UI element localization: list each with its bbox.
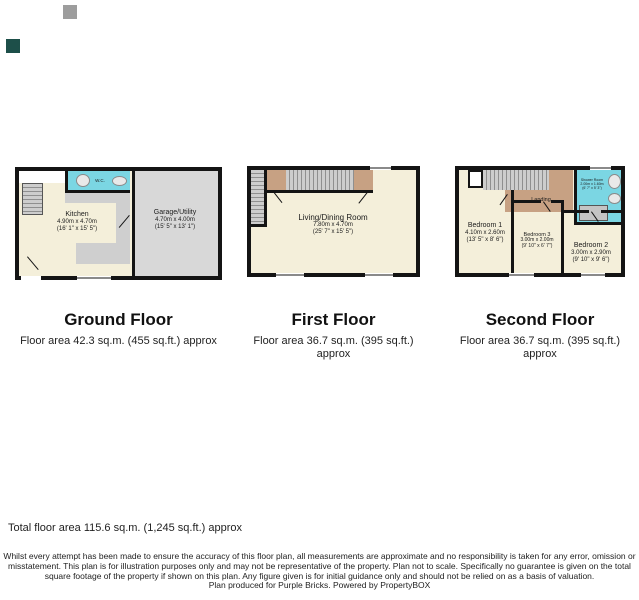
floor-area: Floor area 42.3 sq.m. (455 sq.ft.) approx: [20, 335, 217, 347]
window: [77, 276, 111, 280]
room-name: Shower Room: [580, 178, 604, 182]
room-dims-ft: (25' 7" x 15' 5"): [312, 229, 354, 236]
room-dims-ft: (15' 5" x 13' 1"): [154, 223, 196, 230]
window: [276, 273, 304, 277]
stairs: [251, 170, 267, 227]
room-name: Bedroom 1: [467, 222, 503, 229]
wc-room: [65, 171, 130, 193]
kitchen-label: [27, 211, 127, 233]
kitchen-counter: [76, 243, 130, 264]
stairs: [286, 170, 354, 190]
room-dims-ft: (13' 5" x 8' 6"): [466, 236, 504, 243]
entry-area: [19, 171, 65, 183]
room-name: Garage/Utility: [153, 209, 197, 216]
toilet-icon: [608, 174, 621, 189]
window: [581, 273, 605, 277]
first-floor-plan: [247, 166, 420, 277]
cupboard: [468, 170, 483, 188]
ground-floor-caption: [5, 310, 232, 348]
window: [509, 273, 534, 277]
interior-wall: [561, 210, 589, 213]
window: [590, 166, 611, 170]
interior-wall: [267, 190, 373, 193]
toilet-icon: [112, 176, 127, 186]
bedroom1-label: [459, 222, 511, 244]
floor-area: Floor area 36.7 sq.m. (395 sq.ft.) approx: [459, 335, 621, 360]
room-dims-ft: (9' 10" x 6' 7"): [521, 243, 553, 250]
sink-icon: [76, 174, 90, 187]
garage-label: [132, 209, 218, 231]
disclaimer-credit: Plan produced for Purple Bricks. Powered by PropertyBOX: [208, 580, 431, 591]
landing-label: Landing: [531, 197, 551, 203]
first-floor-caption: [237, 310, 430, 361]
living-room-label: [268, 213, 398, 236]
floor-title: Ground Floor: [64, 310, 173, 329]
room-dims-m: 3.00m x 2.90m: [571, 250, 611, 257]
room-name: Living/Dining Room: [298, 213, 368, 222]
bedroom2-label: [561, 242, 621, 264]
disclaimer-body: Whilst every attempt has been made to ensure the accuracy of this floor plan, all measurements are approximate and no responsibility is taken for any error, omission or misstatement. This plan is for illustration purposes only and may not be representative of the property. Plan not to scale. Specifically no guarantee is given on the total square footage of the property if shown on this plan. Any figure given is for initial guidance only and should not be relied on as a basis of valuation.: [3, 551, 636, 581]
room-dims-ft: (9' 10" x 9' 6"): [572, 256, 610, 263]
room-dims-m: 3.00m x 2.00m: [520, 237, 554, 244]
second-floor-caption: [445, 310, 635, 361]
wc-label: W.C.: [95, 178, 105, 183]
window: [365, 273, 393, 277]
room-dims-ft: (16' 1" x 15' 5"): [56, 225, 98, 232]
landing-area: [267, 170, 286, 190]
decor-square-teal: [6, 39, 20, 53]
stairs: [483, 170, 549, 190]
door-opening: [21, 276, 41, 280]
room-name: Kitchen: [65, 211, 89, 218]
room-dims-m: 4.70m x 4.00m: [155, 217, 195, 224]
room-dims-m: 4.10m x 2.60m: [465, 230, 505, 237]
door-swing: [273, 191, 282, 203]
door-swing: [27, 256, 39, 270]
room-dims-m: 7.80m x 4.70m: [313, 222, 353, 229]
disclaimer: [3, 552, 636, 591]
bedroom3-label: [513, 232, 561, 250]
kitchen-counter: [65, 193, 130, 203]
floor-title: First Floor: [291, 310, 376, 329]
sink-icon: [608, 193, 621, 204]
decor-square-gray: [63, 5, 77, 19]
landing-area: [354, 170, 373, 190]
room-dims-m: 2.00m x 1.60m: [580, 181, 604, 186]
ground-floor-plan: [15, 167, 222, 280]
shower-room-label: [578, 179, 606, 191]
second-floor-plan: [455, 166, 625, 277]
window: [370, 166, 391, 170]
room-name: Bedroom 2: [573, 242, 609, 249]
total-floor-area: Total floor area 115.6 sq.m. (1,245 sq.ft.) approx: [8, 522, 242, 534]
floor-area: Floor area 36.7 sq.m. (395 sq.ft.) approx: [253, 335, 414, 360]
interior-wall: [601, 210, 621, 213]
shower-room: [574, 170, 621, 225]
room-dims-m: 4.90m x 4.70m: [57, 219, 97, 226]
room-name: Bedroom 3: [523, 232, 551, 238]
door-swing: [358, 192, 367, 204]
floor-title: Second Floor: [485, 310, 595, 329]
room-dims-ft: (6' 7" x 5' 3"): [582, 185, 602, 190]
